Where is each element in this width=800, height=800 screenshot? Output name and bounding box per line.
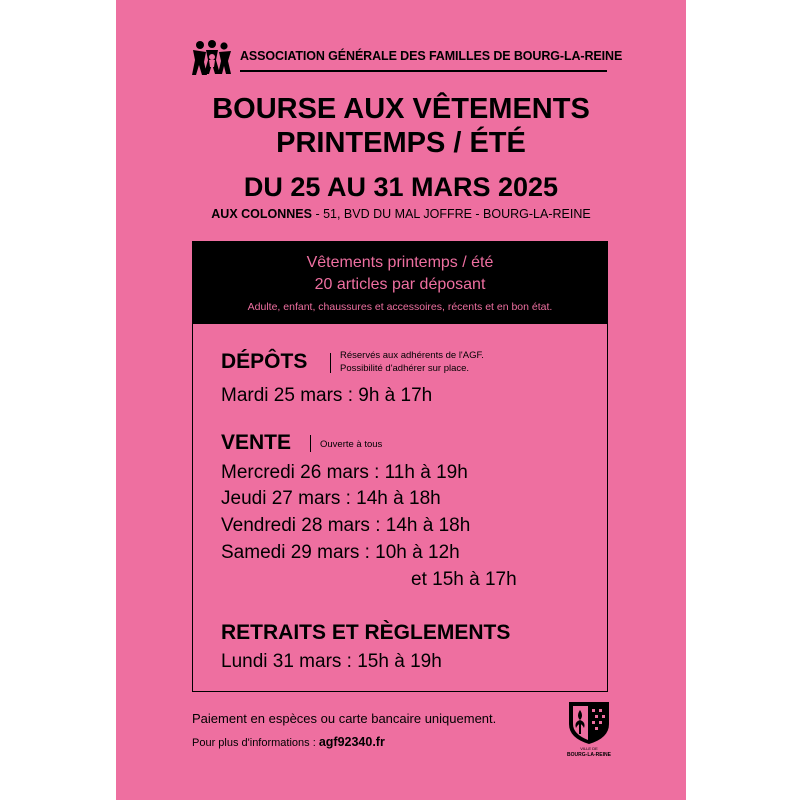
depots-title: DÉPÔTS (221, 350, 308, 373)
svg-text:VILLE DE: VILLE DE (580, 746, 598, 751)
info-label: Pour plus d'informations : (192, 737, 319, 749)
depots-schedule: Mardi 25 mars : 9h à 17h (221, 385, 433, 406)
banner-line3: Adulte, enfant, chaussures et accessoires, récents et en bon état. (247, 301, 553, 313)
vente-schedule-5: et 15h à 17h (411, 569, 517, 590)
family-group-icon (192, 40, 232, 76)
depots-note2: Possibilité d'adhérer sur place. (340, 363, 470, 374)
vente-schedule-1: Mercredi 26 mars : 11h à 19h (221, 462, 468, 483)
event-address (116, 207, 686, 221)
event-title-line1: BOURSE AUX VÊTEMENTS (212, 93, 590, 125)
payment-note: Paiement en espèces ou carte bancaire uniquement. (192, 711, 497, 726)
venue-name: AUX COLONNES (211, 207, 312, 221)
depots-note1: Réservés aux adhérents de l'AGF. (340, 350, 484, 361)
info-line (192, 735, 385, 749)
vente-note: Ouverte à tous (320, 439, 383, 450)
depots-separator (330, 353, 331, 373)
vente-schedule-2: Jeudi 27 mars : 14h à 18h (221, 488, 441, 509)
event-dates: DU 25 AU 31 MARS 2025 (243, 172, 559, 202)
info-banner (192, 241, 608, 324)
association-name: ASSOCIATION GÉNÉRALE DES FAMILLES DE BOURG-LA-REINE (240, 49, 623, 63)
header-underline (240, 70, 607, 72)
retraits-schedule: Lundi 31 mars : 15h à 19h (221, 651, 442, 672)
vente-schedule-3: Vendredi 28 mars : 14h à 18h (221, 515, 471, 536)
banner-line2: 20 articles par déposant (314, 276, 486, 293)
website-link[interactable]: agf92340.fr (318, 735, 385, 749)
vente-separator (310, 435, 311, 452)
event-title-line2: PRINTEMPS / ÉTÉ (276, 127, 526, 159)
vente-schedule-4: Samedi 29 mars : 10h à 12h (221, 542, 460, 563)
banner-line1: Vêtements printemps / été (306, 254, 494, 271)
vente-title: VENTE (221, 431, 292, 454)
city-crest-icon (567, 700, 611, 758)
venue-street: - 51, BVD DU MAL JOFFRE - BOURG-LA-REINE (311, 207, 591, 221)
retraits-title: RETRAITS ET RÈGLEMENTS (221, 621, 511, 644)
svg-text:BOURG-LA-REINE: BOURG-LA-REINE (567, 752, 611, 758)
association-header (192, 40, 623, 76)
